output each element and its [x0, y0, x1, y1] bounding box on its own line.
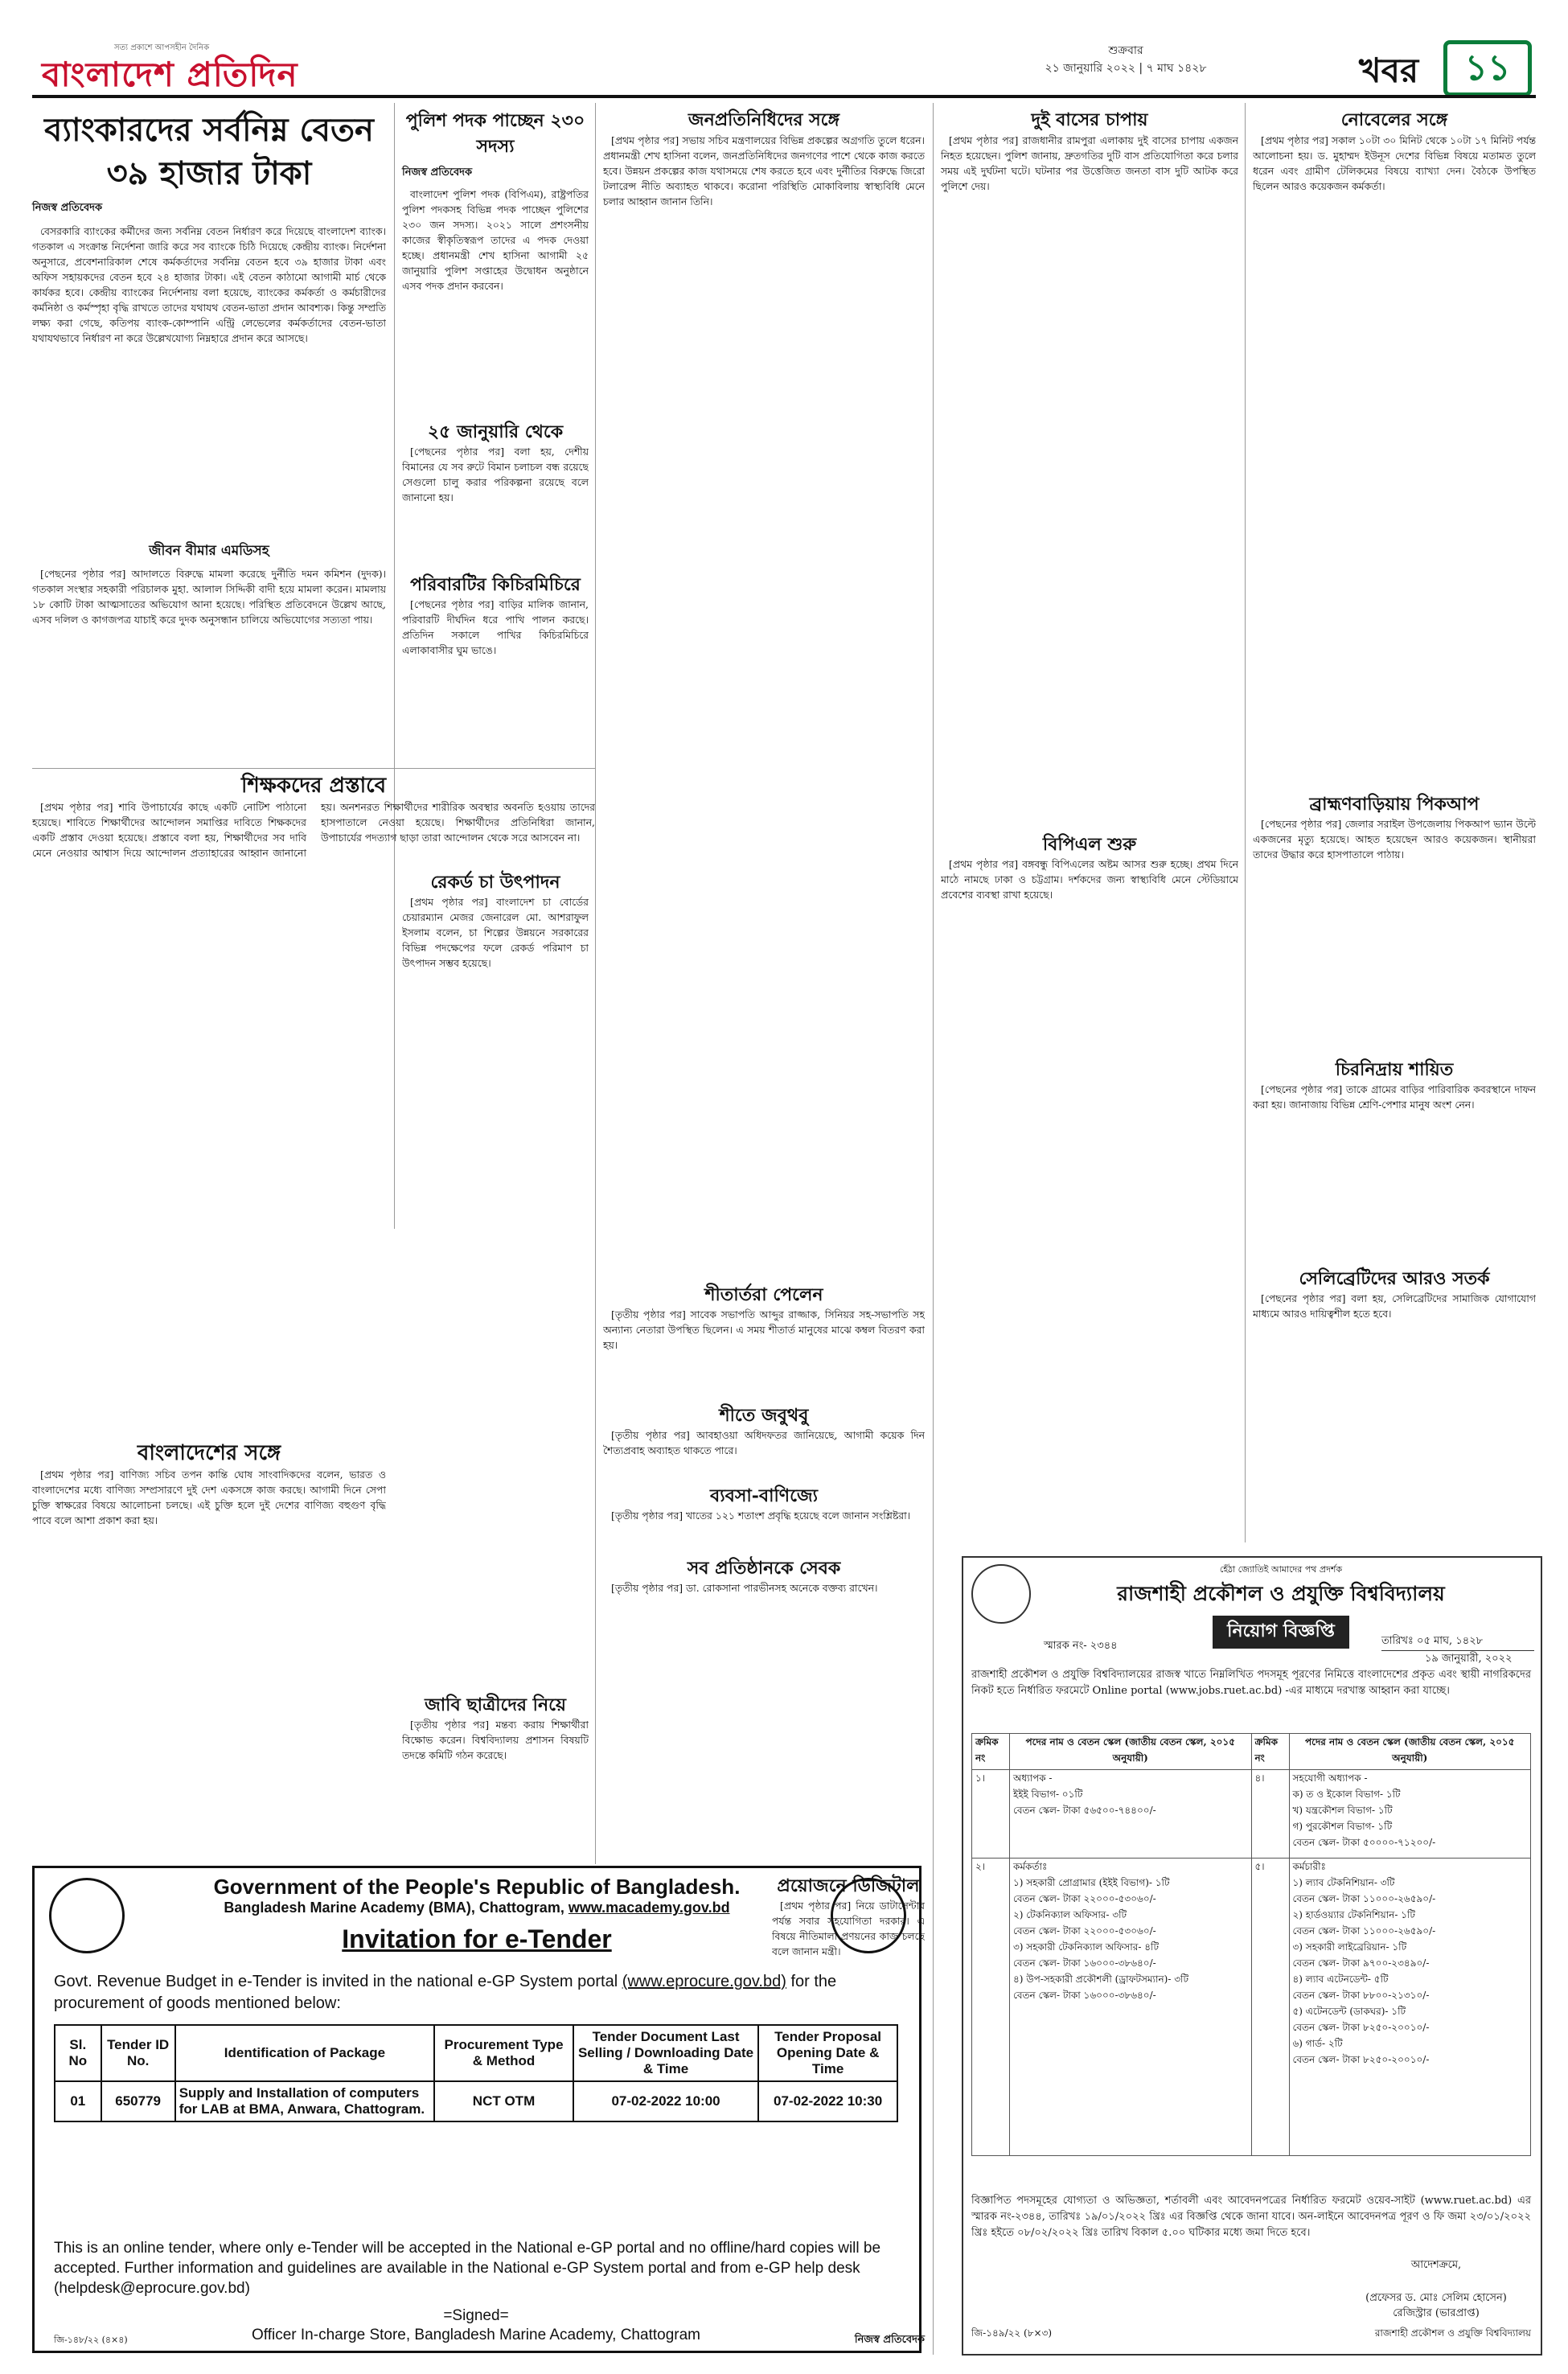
tender-title1: Government of the People's Republic of Bangladesh. — [213, 1875, 741, 1899]
bank-headline: ব্যাংকারদের সর্বনিম্ন বেতন ৩৯ হাজার টাকা — [44, 112, 374, 192]
notice-col-sl: ক্রমিক নং — [972, 1734, 1010, 1770]
slogan: সত্য প্রকাশে আপসহীন দৈনিক — [114, 43, 210, 52]
celebrity-body — [1253, 1291, 1536, 1411]
buried-body — [1253, 1082, 1536, 1267]
notice-org: রাজশাহী প্রকৌশল ও প্রযুক্তি বিশ্ববিদ্যালয় — [1374, 2327, 1531, 2339]
tender-header-row — [55, 2025, 897, 2081]
bpl-subhead: বিপিএল শুরু — [1042, 834, 1137, 855]
nobel-article — [1253, 109, 1536, 1411]
police-body — [402, 187, 589, 420]
nobel-body — [1253, 133, 1536, 792]
police-byline: নিজস্ব প্রতিবেদক — [402, 166, 473, 179]
tender-intro2: for the procurement of goods mentioned below: — [54, 1973, 837, 2012]
tender-col-method: Procurement Type & Method — [434, 2025, 573, 2081]
jabi-subhead: জাবি ছাত্রীদের নিয়ে — [425, 1694, 566, 1715]
bank-article — [32, 109, 386, 799]
tender-col-selling: Tender Document Last Selling / Downloading Date & Time — [573, 2025, 758, 2081]
birds-body — [402, 597, 589, 870]
tender-cell-sl: 01 — [55, 2081, 101, 2121]
bangladesh-article — [32, 1440, 386, 1780]
ruet-logo-icon — [971, 1564, 1031, 1624]
police-headline: পুলিশ পদক পাচ্ছেন ২৩০ সদস্য — [405, 111, 585, 157]
celebrity-body-text: [পেছনের পৃষ্ঠার পর] বলা হয়, সেলিব্রেটিদের সামাজিক যোগাযোগ মাধ্যমে আরও দায়িত্বশীল হতে হবে। — [1253, 1292, 1536, 1320]
notice-code: জি-১৪৯/২২ (৮×৩) — [971, 2327, 1053, 2339]
public-body — [603, 133, 925, 1283]
bangladesh-body-text: [প্রথম পৃষ্ঠার পর] বাণিজ্য সচিব তপন কান্তি ঘোষ সাংবাদিকদের বলেন, ভারত ও বাংলাদেশের মধ্যে বাণিজ্য সম্প্রসারণে দুই দেশ একসঙ্গে কাজ করছে। আগামী দিনে সেপা চুক্তি স্বাক্ষরের বিষয়ে আলোচনা চলছে। এই চুক্তি হলে দুই দেশের বাণিজ্য বহুগুণ বৃদ্ধি পাবে বলে আশা প্রকাশ করা হয়। — [32, 1468, 386, 1526]
bus-body — [941, 133, 1238, 832]
tender-notice — [32, 1866, 922, 2353]
tender-cell-id: 650779 — [101, 2081, 175, 2121]
notice-row-right: কর্মচারীঃ ১) ল্যাব টেকনিশিয়ান- ৩টি বেতন স্কেল- টাকা ১১০০০-২৬৫৯০/- ২) হার্ডওয়্যার টেকনিশিয়ান- ১টি বেতন স্কেল- টাকা ১১০০০-২৬৫৯০/- ৩) সহকারী লাইব্রেরিয়ান- ১টি বেতন স্কেল- টাকা ৯৭০০-২৩৪৯০/- ৪) ল্যাব এটেনডেন্ট- ৫টি বেতন স্কেল- টাকা ৮৮০০-২১৩১০/- ৫) এটেনডেন্ট (ডাকঘর)- ১টি বেতন স্কেল- টাকা ৮২৫০-২০০১০/- ৬) গার্ড- ২টি বেতন স্কেল- টাকা ৮২৫০-২০০১০/- — [1289, 1859, 1531, 2156]
birds-subhead: পরিবারটির কিচিরমিচিরে — [410, 574, 581, 595]
pickup-body-text: [পেছনের পৃষ্ঠার পর] জেলার সরাইল উপজেলায় পিকআপ ভ্যান উল্টে একজনের মৃত্যু হয়েছে। আহত হয়েছেন আরও কয়েকজন। স্থানীয়রা তাদের উদ্ধার করে হাসপাতালে পাঠায়। — [1253, 818, 1536, 860]
notice-row — [972, 1770, 1531, 1859]
bpl-body — [941, 856, 1238, 1540]
tender-footer: This is an online tender, where only e-Tender will be accepted in the National e-GP portal and no offline/hard copies will be accepted. Further information and guidelines are available in the National e-GP System portal and from e-GP help desk (helpdesk@eprocure.gov.bd) — [54, 2240, 881, 2297]
recruitment-notice — [962, 1556, 1542, 2356]
bank-body — [32, 224, 386, 537]
public-article — [603, 109, 925, 1620]
insurance-body — [32, 566, 386, 799]
notice-closing: আদেশক্রমে, — [1410, 2259, 1462, 2271]
cold-relief-body — [603, 1307, 925, 1403]
tea-body-text: [প্রথম পৃষ্ঠার পর] বাংলাদেশ চা বোর্ডের চেয়ারম্যান মেজর জেনারেল মো. আশরাফুল ইসলাম বলেন, চা শিল্পের উন্নয়নে সরকারের বিভিন্ন পদক্ষেপের ফলে রেকর্ড পরিমাণ চা উৎপাদন সম্ভব হয়েছে। — [402, 896, 589, 969]
notice-date2: ১৯ জানুয়ারী, ২০২২ — [1381, 1650, 1534, 1668]
notice-row-num: ২। — [972, 1859, 1010, 2156]
tender-col-package: Identification of Package — [175, 2025, 434, 2081]
tender-col-id: Tender ID No. — [101, 2025, 175, 2081]
public-body-text: [প্রথম পৃষ্ঠার পর] সভায় সচিব মন্ত্রণালয়ের বিভিন্ন প্রকল্পের অগ্রগতি তুলে ধরেন। প্রধানমন্ত্রী শেখ হাসিনা বলেন, জনপ্রতিনিধিদের জনগণের পাশে থেকে কাজ করতে হবে। উন্নয়ন প্রকল্পের কাজ যথাসময়ে শেষ করতে হবে এবং দুর্নীতির বিরুদ্ধে জিরো টলারেন্স নীতি অব্যাহত থাকবে। করোনা পরিস্থিতি মোকাবিলায় স্বাস্থ্যবিধি মেনে চলার আহ্বান জানান তিনি। — [603, 134, 925, 207]
column-rule — [595, 103, 596, 1864]
jabi-body — [402, 1717, 589, 1862]
notice-date1: ০৫ মাঘ, ১৪২৮ — [1417, 1635, 1484, 1647]
tender-col-sl: Sl. No — [55, 2025, 101, 2081]
signature — [1341, 2273, 1531, 2290]
police-article — [402, 109, 589, 1047]
servant-body-text: [তৃতীয় পৃষ্ঠার পর] ডা. রোকসানা পারভীনসহ অনেকে বক্তব্য রাখেন। — [611, 1582, 878, 1594]
dateline — [989, 42, 1262, 77]
bus-body-text: [প্রথম পৃষ্ঠার পর] রাজধানীর রামপুরা এলাকায় দুই বাসের চাপায় একজন নিহত হয়েছেন। পুলিশ জানায়, দ্রুতগতির দুটি বাস প্রতিযোগিতা করে চলার সময় এই দুর্ঘটনা ঘটে। ঘটনার পর উত্তেজিত জনতা বাস দুটি আটক করে পুলিশে দেয়। — [941, 134, 1238, 192]
weekday: শুক্রবার — [1108, 44, 1143, 57]
buried-subhead: চিরনিদ্রায় শায়িত — [1335, 1059, 1454, 1080]
cold-subhead: শীতে জবুথবু — [719, 1405, 809, 1426]
jan25-body — [402, 444, 589, 573]
pickup-body — [1253, 816, 1536, 1058]
public-headline: জনপ্রতিনিধিদের সঙ্গে — [688, 110, 840, 130]
notice-header-row — [972, 1734, 1531, 1770]
cold-relief-subhead: শীতার্তরা পেলেন — [704, 1284, 823, 1305]
pickup-subhead: ব্রাহ্মণবাড়িয়ায় পিকআপ — [1309, 794, 1480, 815]
bangladesh-emblem-icon — [49, 1878, 125, 1953]
tender-code: জি-১৪৮/২২ (৪×৪) — [54, 2335, 128, 2345]
column-rule — [933, 103, 934, 2355]
tender-table — [54, 2024, 898, 2122]
notice-footer: বিজ্ঞাপিত পদসমূহের যোগ্যতা ও অভিজ্ঞতা, শর্তাবলী এবং আবেদনপত্রের নির্ধারিত ফরমেট ওয়েব-সাইট (www.ruet.ac.bd) এর স্মারক নং-২৩৪৪, তারিখঃ ১৯/০১/২০২২ খ্রিঃ এর বিজ্ঞপ্তি থেকে জানা যাবে। অন-লাইনে আবেদনপত্র পূরণ ও ফি জমা ২৩/০১/২০২২ খ্রিঃ হইতে ০৮/০২/২০২২ খ্রিঃ তারিখ বিকাল ৫.০০ ঘটিকার মধ্যে জমা দিতে হবে। — [971, 2195, 1531, 2239]
tea-subhead: রেকর্ড চা উৎপাদন — [430, 872, 560, 893]
notice-title: নিয়োগ বিজ্ঞপ্তি — [1213, 1616, 1349, 1649]
bangladesh-headline: বাংলাদেশের সঙ্গে — [137, 1441, 281, 1465]
tender-cell-selling: 07-02-2022 10:00 — [573, 2081, 758, 2121]
bus-headline: দুই বাসের চাপায় — [1031, 110, 1148, 130]
digital-byline: নিজস্ব প্রতিবেদক — [854, 2334, 925, 2346]
notice-row-left: কর্মকর্তাঃ ১) সহকারী প্রোগ্রামার (ইইই বিভাগ)- ১টি বেতন স্কেল- টাকা ২২০০০-৫৩০৬০/- ২) টেকনিক্যাল অফিসার- ৩টি বেতন স্কেল- টাকা ২২০০০-৫৩০৬০/- ৩) সহকারী টেকনিক্যাল অফিসার- ৪টি বেতন স্কেল- টাকা ১৬০০০-৩৮৬৪০/- ৪) উপ-সহকারী প্রকৌশলী (ড্রাফটসম্যান)- ৩টি বেতন স্কেল- টাকা ১৬০০০-৩৮৬৪০/- — [1010, 1859, 1252, 2156]
tender-title2: Bangladesh Marine Academy (BMA), Chattogram, — [224, 1900, 564, 1916]
tender-cell-opening: 07-02-2022 10:30 — [758, 2081, 897, 2121]
jabi-article — [402, 1693, 589, 1862]
bpl-body-text: [প্রথম পৃষ্ঠার পর] বঙ্গবন্ধু বিপিএলের অষ্টম আসর শুরু হচ্ছে। প্রথম দিনে মাঠে নামছে ঢাকা ও চট্টগ্রাম। দর্শকদের জন্য স্বাস্থ্যবিধি মেনে স্টেডিয়ামে প্রবেশের ব্যবস্থা রাখা হয়েছে। — [941, 858, 1238, 901]
page-number: ১১ — [1443, 40, 1532, 97]
trade-body — [603, 1508, 925, 1556]
tender-signed: =Signed= — [443, 2307, 509, 2324]
tender-portal-link[interactable]: (www.eprocure.gov.bd) — [622, 1973, 786, 1990]
bma-logo-icon — [831, 1878, 906, 1953]
digital-subhead: প্রয়োজনে ডিজিটাল — [777, 1875, 920, 1896]
notice-row-num2: ৫। — [1251, 1859, 1289, 2156]
section-title: খবর — [1359, 51, 1419, 90]
notice-role: রেজিস্ট্রার (ভারপ্রাপ্ত) — [1393, 2307, 1480, 2319]
trade-subhead: ব্যবসা-বাণিজ্যে — [709, 1485, 819, 1506]
date: ২১ জানুয়ারি ২০২২ | ৭ মাঘ ১৪২৮ — [1045, 62, 1207, 75]
notice-memo: স্মারক নং- ২৩৪৪ — [1044, 1640, 1118, 1652]
masthead-rule — [32, 95, 1536, 98]
notice-table — [971, 1733, 1531, 2156]
tea-body — [402, 894, 589, 1047]
tender-cell-package: Supply and Installation of computers for LAB at BMA, Anwara, Chattogram. — [175, 2081, 434, 2121]
digital-body-text: [প্রথম পৃষ্ঠার পর] নিয়ে ডাটাসেন্টার পর্যন্ত সবার সহযোগিতা দরকার। এ বিষয়ে নীতিমালা প্রণয়নের কাজ চলছে বলে জানান মন্ত্রী। — [772, 1900, 925, 1957]
notice-col-left: পদের নাম ও বেতন স্কেল (জাতীয় বেতন স্কেল, ২০১৫ অনুযায়ী) — [1010, 1734, 1252, 1770]
bank-body-text: বেসরকারি ব্যাংকের কর্মীদের জন্য সর্বনিম্ন বেতন নির্ধারণ করে দিয়েছে বাংলাদেশ ব্যাংক। গতকাল এ সংক্রান্ত নির্দেশনা জারি করে সব ব্যাংকে চিঠি দিয়েছে কেন্দ্রীয় ব্যাংক। নির্দেশনা অনুসারে, প্রবেশনারিকাল শেষে কর্মকর্তাদের সর্বনিম্ন বেতন হবে ৩৯ হাজার টাকা এবং অফিস সহায়কদের বেতন হবে ২৪ হাজার টাকা। এই বেতন কাঠামো আগামী মার্চ থেকে কার্যকর হবে। কেন্দ্রীয় ব্যাংকের নির্দেশনায় বলা হয়েছে, ব্যাংকের কর্মকর্তা ও কর্মচারীদের কর্মনিষ্ঠা ও কর্মস্পৃহা বৃদ্ধি রাখতে তাদের যথাযথ বেতন-ভাতা প্রদান আবশ্যক। কিন্তু সম্প্রতি লক্ষ্য করা গেছে, কতিপয় ব্যাংক-কোম্পানি এন্ট্রি লেভেলের কর্মকর্তাদের বেতন-ভাতা যথাযথভাবে নির্ধারণ না করে উল্লেখযোগ্য নিম্নহারে প্রদান করে আসছে। — [32, 225, 386, 344]
police-body-text: বাংলাদেশ পুলিশ পদক (বিপিএম), রাষ্ট্রপতির পুলিশ পদকসহ বিভিন্ন পদক পাচ্ছেন পুলিশের ২৩০ জন সদস্য। ২০২১ সালে প্রশংসনীয় কাজের স্বীকৃতিস্বরূপ তাদের এ পদক দেওয়া হচ্ছে। প্রধানমন্ত্রী শেখ হাসিনা আগামী ২৫ জানুয়ারি পুলিশ সপ্তাহের উদ্বোধন অনুষ্ঠানে এসব পদক প্রদান করবেন। — [402, 188, 589, 292]
tender-officer: Officer In-charge Store, Bangladesh Marine Academy, Chattogram — [252, 2327, 700, 2343]
tender-cell-method: NCT OTM — [434, 2081, 573, 2121]
bus-article — [941, 109, 1238, 1540]
jan25-body-text: [পেছনের পৃষ্ঠার পর] বলা হয়, দেশীয় বিমানের যে সব রুটে বিমান চলাচল বন্ধ রয়েছে সেগুলো চালু করার পরিকল্পনা রয়েছে বলে জানানো হয়। — [402, 446, 589, 503]
tender-website[interactable]: www.macademy.gov.bd — [568, 1900, 730, 1916]
insurance-subhead: জীবন বীমার এমডিসহ — [149, 543, 269, 559]
tender-col-opening: Tender Proposal Opening Date & Time — [758, 2025, 897, 2081]
insurance-body-text: [পেছনের পৃষ্ঠার পর] আদালতে বিরুদ্ধে মামলা করেছে দুর্নীতি দমন কমিশন (দুদক)। গতকাল সংস্থার সহকারী পরিচালক মুহা. আলাল সিদ্দিকী বাদী হয়ে মামলা করেন। মামলায় ১৮ কোটি টাকা আত্মসাতের অভিযোগ আনা হয়েছে। পরিস্থিত প্রতিবেদনে উল্লেখ আছে, এসব দলিল ও কাগজপত্র যাচাই করে দুদক অনুসন্ধান চালিয়ে অভিযোগের সত্যতা পায়। — [32, 568, 386, 626]
bank-byline: নিজস্ব প্রতিবেদক — [32, 202, 103, 214]
tender-heading: Invitation for e-Tender — [342, 1924, 612, 1953]
notice-date-label: তারিখঃ — [1381, 1635, 1414, 1647]
cold-body-text: [তৃতীয় পৃষ্ঠার পর] আবহাওয়া অধিদফতর জানিয়েছে, আগামী কয়েক দিন শৈত্যপ্রবাহ অব্যাহত থাকতে পারে। — [603, 1429, 925, 1456]
nobel-body-text: [প্রথম পৃষ্ঠার পর] সকাল ১০টা ৩০ মিনিট থেকে ১০টা ১৭ মিনিট পর্যন্ত আলোচনা হয়। ড. মুহাম্মদ ইউনূস দেশের বিভিন্ন বিষয়ে মতামত তুলে ধরেন এবং গ্রামীণ টেলিকমের বিষয়ে ব্যাখ্যা দেন। বৈঠকে উপস্থিত ছিলেন আরও কয়েকজন কর্মকর্তা। — [1253, 134, 1536, 192]
cold-relief-body-text: [তৃতীয় পৃষ্ঠার পর] সাবেক সভাপতি আব্দুর রাজ্জাক, সিনিয়র সহ-সভাপতি সহ অন্যান্য নেতারা উপস্থিত ছিলেন। এ সময় শীতার্ত মানুষের মাঝে কম্বল বিতরণ করা হয়। — [603, 1308, 925, 1351]
bangladesh-body — [32, 1467, 386, 1780]
jan25-subhead: ২৫ জানুয়ারি থেকে — [427, 421, 564, 442]
notice-university: রাজশাহী প্রকৌশল ও প্রযুক্তি বিশ্ববিদ্যালয় — [1117, 1582, 1445, 1605]
notice-motto: হেঁঠা জ্যোতিই আমাদের পথ প্রদর্শক — [1219, 1564, 1343, 1575]
jabi-body-text: [তৃতীয় পৃষ্ঠার পর] মন্তব্য করায় শিক্ষার্থীরা বিক্ষোভ করেন। বিশ্ববিদ্যালয় প্রশাসন বিষয়টি তদন্তে কমিটি গঠন করেছে। — [402, 1719, 589, 1761]
celebrity-subhead: সেলিব্রেটিদের আরও সতর্ক — [1299, 1268, 1490, 1289]
notice-intro: রাজশাহী প্রকৌশল ও প্রযুক্তি বিশ্ববিদ্যালয়ের রাজস্ব খাতে নিম্নলিখিত পদসমূহ পূরণের নিমিত্তে বাংলাদেশের প্রকৃত এবং স্থায়ী নাগরিকদের নিকট হতে নির্ধারিত ফরমেটে Online portal (www.jobs.ruet.ac.bd) -এর মাধ্যমে দরখাস্ত আহ্বান করা যাচ্ছে। — [971, 1669, 1531, 1697]
tender-intro: Govt. Revenue Budget in e-Tender is invited in the national e-GP System portal — [54, 1973, 618, 1990]
tender-row — [55, 2081, 897, 2121]
buried-body-text: [পেছনের পৃষ্ঠার পর] তাকে গ্রামের বাড়ির পারিবারিক কবরস্থানে দাফন করা হয়। জানাজায় বিভিন্ন শ্রেণি-পেশার মানুষ অংশ নেন। — [1253, 1083, 1536, 1111]
notice-row — [972, 1859, 1531, 2156]
servant-body — [603, 1580, 925, 1620]
teachers-body-text: [প্রথম পৃষ্ঠার পর] শাবি উপাচার্যের কাছে একটি নোটিশ পাঠানো হয়েছে। শাবিতে শিক্ষার্থীদের আন্দোলন সমাপ্তির দাবিতে শিক্ষকদের একটি প্রস্তাব দেওয়া হয়েছে। প্রস্তাবে বলা হয়, শিক্ষার্থীদের সব দাবি মেনে নেওয়ার আশ্বাস দিয়ে আন্দোলন প্রত্যাহারের আহ্বান জানানো হয়। অনশনরত শিক্ষার্থীদের শারীরিক অবস্থার অবনতি হওয়ায় তাদের হাসপাতালে নেওয়া হয়েছে। শিক্ষার্থীদের প্রতিনিধিরা জানান, উপাচার্যের পদত্যাগ ছাড়া তারা আন্দোলন থেকে সরে আসবেন না। — [32, 801, 595, 859]
column-rule — [1245, 103, 1246, 1542]
cold-body — [603, 1427, 925, 1484]
notice-row-left: অধ্যাপক - ইইই বিভাগ- ০১টি বেতন স্কেল- টাকা ৫৬৫০০-৭৪৪০০/- — [1010, 1770, 1252, 1859]
birds-body-text: [পেছনের পৃষ্ঠার পর] বাড়ির মালিক জানান, পরিবারটি দীর্ঘদিন ধরে পাখি পালন করছে। প্রতিদিন সকালে পাখির কিচিরমিচিরে এলাকাবাসীর ঘুম ভাঙে। — [402, 598, 589, 656]
nobel-headline: নোবেলের সঙ্গে — [1340, 110, 1448, 130]
servant-subhead: সব প্রতিষ্ঠানকে সেবক — [687, 1558, 841, 1579]
teachers-headline: শিক্ষকদের প্রস্তাবে — [240, 774, 387, 798]
notice-col-sl2: ক্রমিক নং — [1251, 1734, 1289, 1770]
notice-row-num: ১। — [972, 1770, 1010, 1859]
logo-text: বাংলাদেশ প্রতিদিন — [42, 55, 298, 94]
notice-col-right: পদের নাম ও বেতন স্কেল (জাতীয় বেতন স্কেল, ২০১৫ অনুযায়ী) — [1289, 1734, 1531, 1770]
trade-body-text: [তৃতীয় পৃষ্ঠার পর] খাতের ১২১ শতাংশ প্রবৃদ্ধি হয়েছে বলে জানান সংশ্লিষ্টরা। — [611, 1509, 911, 1522]
notice-row-right: সহযোগী অধ্যাপক - ক) ত ও ইকোল বিভাগ- ১টি খ) যন্ত্রকৌশল বিভাগ- ১টি গ) পুরকৌশল বিভাগ- ১টি বেতন স্কেল- টাকা ৫০০০০-৭১২০০/- — [1289, 1770, 1531, 1859]
notice-row-num2: ৪। — [1251, 1770, 1289, 1859]
notice-signer: (প্রফেসর ড. মোঃ সেলিম হোসেন) — [1365, 2292, 1507, 2304]
